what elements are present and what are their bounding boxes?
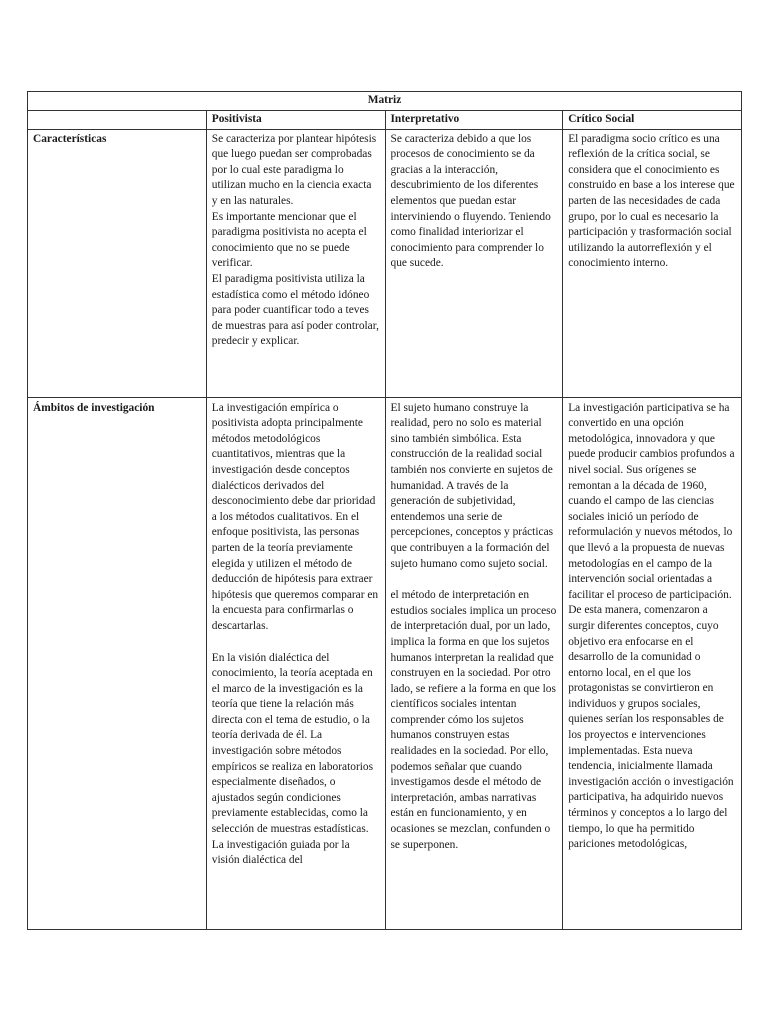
cell-ambitos-interpretativo [385,397,563,929]
column-header-positivista: Positivista [206,111,385,130]
cell-paragraph: el método de interpretación en estudios sociales implica un proceso de interpretación dual, por un lado, implica la forma en que los sujetos humanos interpretan la realidad que construyen en la sociedad. Por otro lado, se refiere a la forma en que los científicos sociales intentan comprender cómo los sujetos humanos construyen estas realidades en la sociedad. Por ello, podemos señalar que cuando investigamos desde el método de interpretación, ambas narrativas están en funcionamiento, y en ocasiones se mezclan, confunden o se superponen. [390,589,557,851]
row-label-caracteristicas: Características [28,129,207,397]
matrix-title: Matriz [28,92,742,111]
cell-caracteristicas-positivista [206,129,385,397]
cell-paragraph: El sujeto humano construye la realidad, pero no solo es material sino también simbólica. Esta construcción de la realidad social también nos convierte en sujetos de humanidad. A través de la generación de subjetividad, entendemos una serie de percepciones, conceptos y prácticas que contribuyen a la formación del sujeto humano como sujeto social. [390,401,554,570]
cell-paragraph: El paradigma socio crítico es una reflexión de la crítica social, se considera que el conocimiento es construido en base a los interese que parten de las necesidades de cada grupo, por lo cual es necesario la participación y trasformación social utilizando la autorreflexión y el conocimiento interno. [568,132,735,270]
column-header-critico-social: Crítico Social [563,111,742,130]
table-row [28,129,742,397]
cell-ambitos-positivista [206,397,385,929]
cell-paragraph: En la visión dialéctica del conocimiento, la teoría aceptada en el marco de la investigación es la teoría que tiene la relación más directa con el tema de estudio, o la teoría derivada de él. La investigación sobre métodos empíricos se realiza en laboratorios especialmente diseñados, o ajustados según condiciones previamente establecidas, como la selección de muestras estadísticas. La investigación guiada por la visión dialéctica del [211,651,374,867]
cell-paragraph: Se caracteriza por plantear hipótesis que luego puedan ser comprobadas por lo cual este paradigma lo utilizan mucho en la ciencia exacta y en las naturales. Es importante mencionar que el paradigma positivista no acepta el conocimiento que no se puede verificar. El paradigma positivista utiliza la estadística como el método idóneo para poder cuantificar todo a teves de muestras para así poder controlar, predecir y explicar. [211,132,379,348]
matrix-table [27,91,742,930]
cell-caracteristicas-critico-social [563,129,742,397]
row-label-ambitos: Ámbitos de investigación [28,397,207,929]
column-header-interpretativo: Interpretativo [385,111,563,130]
cell-paragraph: La investigación participativa se ha convertido en una opción metodológica, innovadora y que puede producir cambios profundos a nivel social. Sus orígenes se remontan a la década de 1960, cuando el campo de las ciencias sociales inició un período de reformulación y nuevos métodos, lo que llevó a la propuesta de nuevas metodologías en el campo de la intervención social orientadas a facilitar el proceso de participación. De esta manera, comenzaron a surgir diferentes conceptos, cuyo objetivo era enfocarse en el desarrollo de la comunidad o entorno local, en el que los protagonistas se convirtieron en individuos y grupos sociales, quienes serían los responsables de los proyectos e intervenciones implementadas. Esta nueva tendencia, inicialmente llamada investigación acción o investigación participativa, ha adquirido nuevos términos y conceptos a lo largo del tiempo, lo que ha permitido pariciones metodológicas, [568,401,735,851]
column-header-empty [28,111,207,130]
cell-caracteristicas-interpretativo [385,129,563,397]
cell-paragraph: La investigación empírica o positivista adopta principalmente métodos metodológicos cuantitativos, mientras que la investigación desde conceptos dialécticos derivados del desconocimiento debe dar prioridad a los métodos cualitativos. En el enfoque positivista, las personas parten de la teoría previamente elegida y utilizen el método de deducción de hipótesis para extraer hipótesis que queremos comparar en la encuesta para confirmarlas o descartarlas. [211,401,379,632]
table-row [28,397,742,929]
cell-ambitos-critico-social [563,397,742,929]
cell-paragraph: Se caracteriza debido a que los procesos de conocimiento se da gracias a la interacción, descubrimiento de los diferentes elementos que puedan estar interviniendo o fluyendo. Teniendo como finalidad interiorizar el conocimiento para comprender lo que sucede. [390,132,551,270]
